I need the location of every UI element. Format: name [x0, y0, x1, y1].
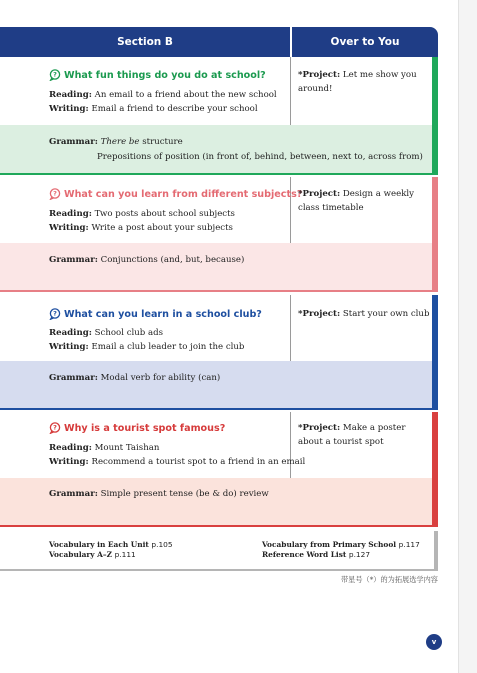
page-ref: p.105: [151, 540, 173, 549]
writing-text: Email a friend to describe your school: [91, 104, 258, 114]
reading-label: Reading:: [49, 443, 92, 453]
unit-2-accent-bar: [432, 177, 438, 292]
question-text: What fun things do you do at school?: [64, 69, 266, 81]
svg-text:?: ?: [53, 189, 57, 198]
unit-3-writing: [49, 342, 244, 352]
writing-text: Write a post about your subjects: [91, 223, 233, 233]
unit-1-reading: [49, 90, 277, 100]
reference-word-list-link[interactable]: [262, 550, 370, 559]
vocab-az-label: Vocabulary A–Z: [49, 550, 112, 559]
question-text: What can you learn in a school club?: [64, 308, 262, 320]
project-text: Make a poster about a tourist spot: [298, 423, 406, 447]
reading-label: Reading:: [49, 90, 92, 100]
question-bubble-icon: [49, 69, 61, 81]
page-edge: [458, 0, 477, 673]
unit-row-1: [0, 57, 438, 175]
writing-text: Recommend a tourist spot to a friend in an email: [91, 457, 306, 467]
unit-row-3: [0, 295, 438, 410]
project-label: *Project:: [298, 189, 341, 199]
page-number: v: [426, 634, 442, 650]
unit-1-grammar: [49, 137, 183, 147]
reading-text: Two posts about school subjects: [94, 209, 235, 219]
unit-row-2: [0, 177, 438, 292]
optional-content-note: 带星号（*）的为拓展选学内容: [340, 575, 438, 584]
svg-text:?: ?: [53, 309, 57, 318]
writing-label: Writing:: [49, 104, 89, 114]
unit-2-reading: [49, 209, 235, 219]
footer-accent-bar: [434, 531, 438, 569]
unit-1-accent-bar: [432, 57, 438, 175]
unit-4-bottom-rule: [0, 525, 438, 527]
table-header: [0, 27, 438, 57]
grammar-text: Modal verb for ability (can): [100, 373, 221, 383]
unit-3-question: [49, 308, 262, 320]
unit-1-grammar-2: Prepositions of position (in front of, behind, between, next to, across from): [97, 152, 423, 162]
grammar-text: Conjunctions (and, but, because): [100, 255, 245, 265]
column-divider: [290, 295, 291, 361]
unit-2-writing: [49, 223, 233, 233]
unit-2-bottom-rule: [0, 290, 438, 292]
question-bubble-icon: [49, 308, 61, 320]
reading-label: Reading:: [49, 209, 92, 219]
vocabulary-footer: [0, 529, 438, 571]
unit-2-project: [298, 187, 430, 215]
column-divider: [290, 177, 291, 243]
question-text: Why is a tourist spot famous?: [64, 422, 226, 434]
grammar-label: Grammar:: [49, 137, 98, 147]
writing-label: Writing:: [49, 223, 89, 233]
unit-4-question: [49, 422, 225, 434]
reading-text: An email to a friend about the new school: [94, 90, 277, 100]
page-ref: p.117: [398, 540, 420, 549]
unit-4-reading: [49, 443, 159, 453]
vocab-az-link[interactable]: [49, 550, 136, 559]
unit-3-grammar-band: [0, 361, 432, 408]
unit-3-grammar: [49, 373, 220, 383]
unit-3-reading: [49, 328, 163, 338]
project-label: *Project:: [298, 70, 341, 80]
unit-3-accent-bar: [432, 295, 438, 410]
unit-row-4: [0, 412, 438, 527]
vocab-each-unit-label: Vocabulary in Each Unit: [49, 540, 149, 549]
vocab-primary-label: Vocabulary from Primary School: [262, 540, 397, 549]
writing-label: Writing:: [49, 457, 89, 467]
over-to-you-heading: Over to You: [330, 36, 400, 48]
question-text: What can you learn from different subjects?: [64, 188, 303, 200]
unit-2-question: [49, 188, 302, 200]
unit-1-bottom-rule: [0, 173, 438, 175]
unit-1-writing: [49, 104, 258, 114]
column-divider: [290, 57, 291, 127]
unit-1-project: [298, 68, 430, 96]
question-bubble-icon: [49, 422, 61, 434]
project-text: Let me show you around!: [298, 70, 417, 94]
unit-1-question: [49, 69, 266, 81]
grammar-text: structure: [142, 137, 183, 147]
unit-4-grammar: [49, 489, 269, 499]
svg-text:?: ?: [53, 423, 57, 432]
svg-text:?: ?: [53, 70, 57, 79]
section-b-heading: Section B: [117, 36, 173, 48]
unit-4-project: [298, 421, 430, 449]
project-text: Design a weekly class timetable: [298, 189, 415, 213]
reading-label: Reading:: [49, 328, 92, 338]
vocab-primary-link[interactable]: [262, 540, 420, 549]
grammar-label: Grammar:: [49, 373, 98, 383]
grammar-italic: There be: [100, 137, 140, 147]
unit-2-grammar-band: [0, 243, 432, 290]
project-label: *Project:: [298, 423, 341, 433]
unit-1-grammar-band: [0, 125, 432, 175]
grammar-label: Grammar:: [49, 489, 98, 499]
unit-2-grammar: [49, 255, 244, 265]
unit-3-bottom-rule: [0, 408, 438, 410]
reading-text: School club ads: [94, 328, 164, 338]
vocab-each-unit-link[interactable]: [49, 540, 173, 549]
project-label: *Project:: [298, 309, 341, 319]
unit-4-writing: [49, 457, 305, 467]
writing-text: Email a club leader to join the club: [91, 342, 245, 352]
writing-label: Writing:: [49, 342, 89, 352]
question-bubble-icon: [49, 188, 61, 200]
page-ref: p.127: [348, 550, 371, 559]
unit-3-project: [298, 307, 430, 321]
reading-text: Mount Taishan: [94, 443, 160, 453]
project-text: Start your own club: [342, 309, 430, 319]
page-ref: p.111: [114, 550, 136, 559]
grammar-text: Simple present tense (be & do) review: [100, 489, 269, 499]
reference-word-list-label: Reference Word List: [262, 550, 347, 559]
unit-4-grammar-band: [0, 478, 432, 525]
grammar-label: Grammar:: [49, 255, 98, 265]
unit-4-accent-bar: [432, 412, 438, 527]
column-divider: [290, 412, 291, 478]
